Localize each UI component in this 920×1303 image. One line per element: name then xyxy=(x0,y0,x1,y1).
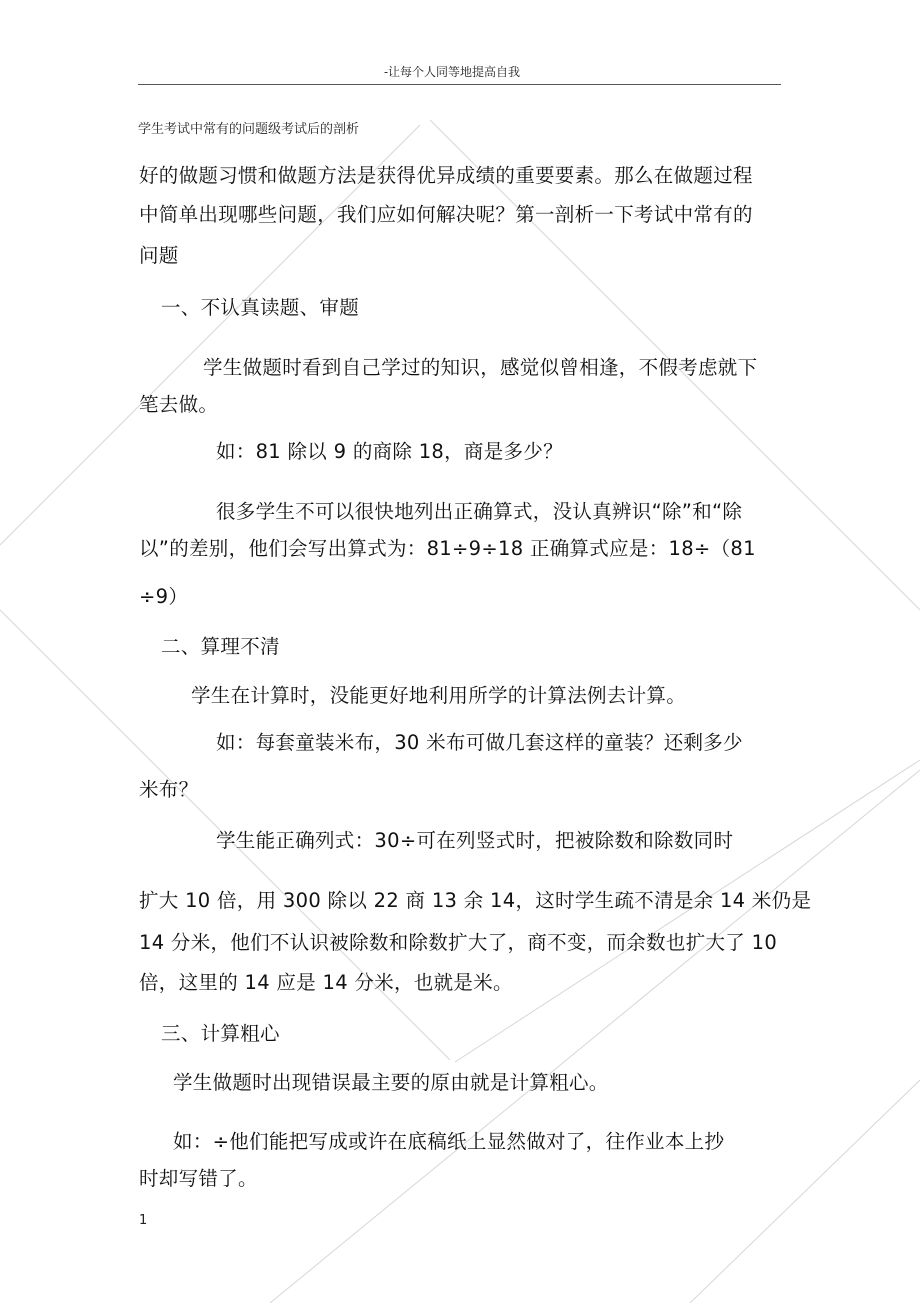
document-subtitle: 学生考试中常有的问题级考试后的剖析 xyxy=(138,122,360,137)
section-1-paragraph-line-2: 笔去做。 xyxy=(139,393,219,416)
section-2-heading: 二、算理不清 xyxy=(161,635,280,658)
section-3-heading: 三、计算粗心 xyxy=(161,1022,280,1045)
section-2-example-line-1: 如：每套童装米布，30 米布可做几套这样的童装？还剩多少 xyxy=(216,731,743,754)
header-rule xyxy=(138,84,781,85)
section-2-working-line-3: 14 分米，他们不认识被除数和除数扩大了，商不变，而余数也扩大了 10 xyxy=(139,931,778,954)
intro-line-1: 好的做题习惯和做题方法是获得优异成绩的重要要素。那么在做题过程 xyxy=(139,164,753,187)
section-2-working-line-2: 扩大 10 倍，用 300 除以 22 商 13 余 14，这时学生疏不清是余 14 米仍是 xyxy=(139,889,812,912)
section-3-example-line-1: 如：÷他们能把写成或许在底稿纸上显然做对了，往作业本上抄 xyxy=(173,1130,725,1153)
section-1-explanation-line-1: 很多学生不可以很快地列出正确算式，没认真辨识“除”和“除 xyxy=(216,500,743,523)
intro-line-3: 问题 xyxy=(139,244,179,267)
page-number: 1 xyxy=(139,1213,148,1228)
running-header: -让每个人同等地提高自我 xyxy=(383,65,521,79)
section-1-heading: 一、不认真读题、审题 xyxy=(161,296,360,319)
section-2-working-line-4: 倍，这里的 14 应是 14 分米，也就是米。 xyxy=(139,971,513,994)
section-3-paragraph: 学生做题时出现错误最主要的原由就是计算粗心。 xyxy=(173,1071,609,1094)
section-2-paragraph: 学生在计算时，没能更好地利用所学的计算法例去计算。 xyxy=(191,684,687,707)
section-1-explanation-line-3: ÷9） xyxy=(139,585,189,608)
section-2-working-line-1: 学生能正确列式：30÷可在列竖式时，把被除数和除数同时 xyxy=(216,829,734,852)
intro-line-2: 中简单出现哪些问题，我们应如何解决呢？第一剖析一下考试中常有的 xyxy=(139,203,753,226)
section-2-example-line-2: 米布？ xyxy=(139,778,199,801)
section-1-explanation-line-2: 以”的差别，他们会写出算式为：81÷9÷18 正确算式应是：18÷（81 xyxy=(139,537,756,560)
section-1-paragraph-line-1: 学生做题时看到自己学过的知识，感觉似曾相逢，不假考虑就下 xyxy=(203,356,758,379)
section-3-example-line-2: 时却写错了。 xyxy=(139,1167,258,1190)
section-1-example: 如：81 除以 9 的商除 18，商是多少？ xyxy=(216,440,563,463)
